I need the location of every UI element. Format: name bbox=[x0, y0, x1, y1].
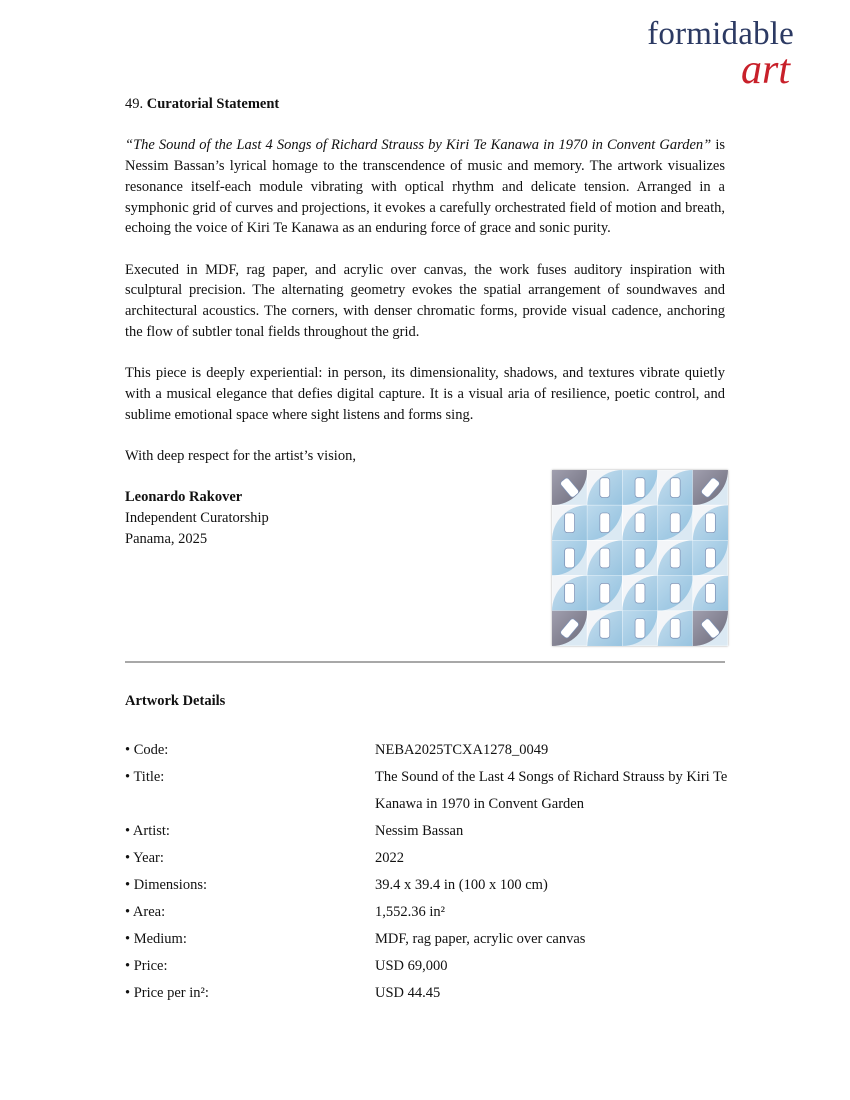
detail-label: • Price per in²: bbox=[125, 985, 209, 1001]
artwork-module bbox=[622, 576, 657, 611]
statement-paragraph-1 bbox=[125, 135, 725, 239]
artwork-module bbox=[587, 611, 622, 646]
artwork-module bbox=[693, 505, 728, 540]
artwork-module bbox=[587, 540, 622, 575]
signer-name: Leonardo Rakover bbox=[125, 489, 243, 506]
detail-row bbox=[125, 764, 745, 818]
artwork-module bbox=[658, 540, 693, 575]
detail-label: • Area: bbox=[125, 904, 166, 920]
artwork-corner-module bbox=[552, 470, 587, 505]
statement-heading bbox=[125, 94, 725, 115]
detail-value: 2022 bbox=[375, 850, 404, 866]
artwork-module bbox=[552, 540, 587, 575]
statement-paragraph-2: Executed in MDF, rag paper, and acrylic over canvas, the work fuses auditory inspiration with sculptural precision. The alternating geometry evokes the spatial arrangement of soundwaves and architectural acoustics. The corners, with denser chromatic forms, provide visual cadence, anchoring the flow of subtler tonal fields throughout the grid. bbox=[125, 261, 725, 340]
artwork-details bbox=[125, 690, 745, 1007]
detail-value: USD 44.45 bbox=[375, 985, 441, 1001]
artwork-corner-module bbox=[552, 611, 587, 646]
artwork-corner-module bbox=[693, 470, 728, 505]
artwork-corner-module bbox=[693, 611, 728, 646]
detail-row bbox=[125, 818, 745, 845]
statement-number: 49. bbox=[125, 96, 144, 112]
detail-row bbox=[125, 872, 745, 899]
artwork-module bbox=[552, 505, 587, 540]
detail-label: • Code: bbox=[125, 742, 169, 758]
paragraph-1-text: is Nessim Bassan’s lyrical homage to the transcendence of music and memory. The artwork visualizes resonance itself-each module vibrating with optical rhythm and delicate tension. Arranged in a symphonic grid of curves and projections, it evokes a carefully orchestrated field of motion and breath, echoing the voice of Kiri Te Kanawa as an enduring force of grace and sonic purity. bbox=[125, 137, 726, 237]
formidable-art-logo bbox=[624, 14, 794, 93]
details-list bbox=[125, 737, 745, 1007]
detail-label: • Year: bbox=[125, 850, 164, 866]
artwork-module bbox=[658, 611, 693, 646]
artwork-module bbox=[658, 576, 693, 611]
detail-value: 1,552.36 in² bbox=[375, 904, 446, 920]
detail-row bbox=[125, 845, 745, 872]
details-heading: Artwork Details bbox=[125, 693, 226, 709]
artwork-module bbox=[658, 505, 693, 540]
artwork-module bbox=[693, 540, 728, 575]
detail-row bbox=[125, 980, 745, 1007]
section-divider bbox=[125, 661, 725, 663]
statement-title: Curatorial Statement bbox=[146, 96, 280, 112]
detail-label: • Medium: bbox=[125, 931, 187, 947]
detail-value: USD 69,000 bbox=[375, 958, 448, 974]
artwork-module bbox=[658, 470, 693, 505]
artwork-module bbox=[622, 505, 657, 540]
logo-wordmark-art: art bbox=[740, 47, 790, 93]
detail-label: • Dimensions: bbox=[125, 877, 208, 893]
detail-row bbox=[125, 737, 745, 764]
detail-label: • Title: bbox=[125, 769, 165, 785]
artwork-quoted-title: “The Sound of the Last 4 Songs of Richard Strauss by Kiri Te Kanawa in 1970 in Convent Garden” bbox=[125, 137, 712, 154]
artwork-module bbox=[552, 576, 587, 611]
artwork-image bbox=[552, 470, 728, 646]
detail-row bbox=[125, 953, 745, 980]
logo-wordmark-formidable: formidable bbox=[647, 16, 794, 52]
statement-paragraph-3: This piece is deeply experiential: in person, its dimensionality, shadows, and textures vibrate quietly with a musical elegance that defies digital capture. It is a visual aria of resilience, poetic control, and sublime emotional space where sight listens and forms sing. bbox=[125, 365, 725, 423]
detail-value: 39.4 x 39.4 in (100 x 100 cm) bbox=[375, 877, 548, 893]
detail-row bbox=[125, 926, 745, 953]
artwork-module bbox=[693, 576, 728, 611]
detail-value: NEBA2025TCXA1278_0049 bbox=[375, 742, 549, 758]
artwork-module bbox=[622, 611, 657, 646]
detail-value: MDF, rag paper, acrylic over canvas bbox=[375, 931, 586, 947]
artwork-module bbox=[622, 540, 657, 575]
detail-value: Nessim Bassan bbox=[375, 823, 464, 839]
closing-line: With deep respect for the artist’s vision, bbox=[125, 447, 356, 464]
detail-label: • Price: bbox=[125, 958, 168, 974]
artwork-module bbox=[622, 470, 657, 505]
detail-row bbox=[125, 899, 745, 926]
signer-role: Independent Curatorship bbox=[125, 509, 269, 526]
artwork-module bbox=[587, 470, 622, 505]
signer-place: Panama, 2025 bbox=[125, 530, 208, 547]
detail-label: • Artist: bbox=[125, 823, 170, 839]
detail-value: The Sound of the Last 4 Songs of Richard Strauss by Kiri Te Kanawa in 1970 in Convent Garden bbox=[375, 769, 728, 812]
artwork-module bbox=[587, 505, 622, 540]
artwork-module bbox=[587, 576, 622, 611]
